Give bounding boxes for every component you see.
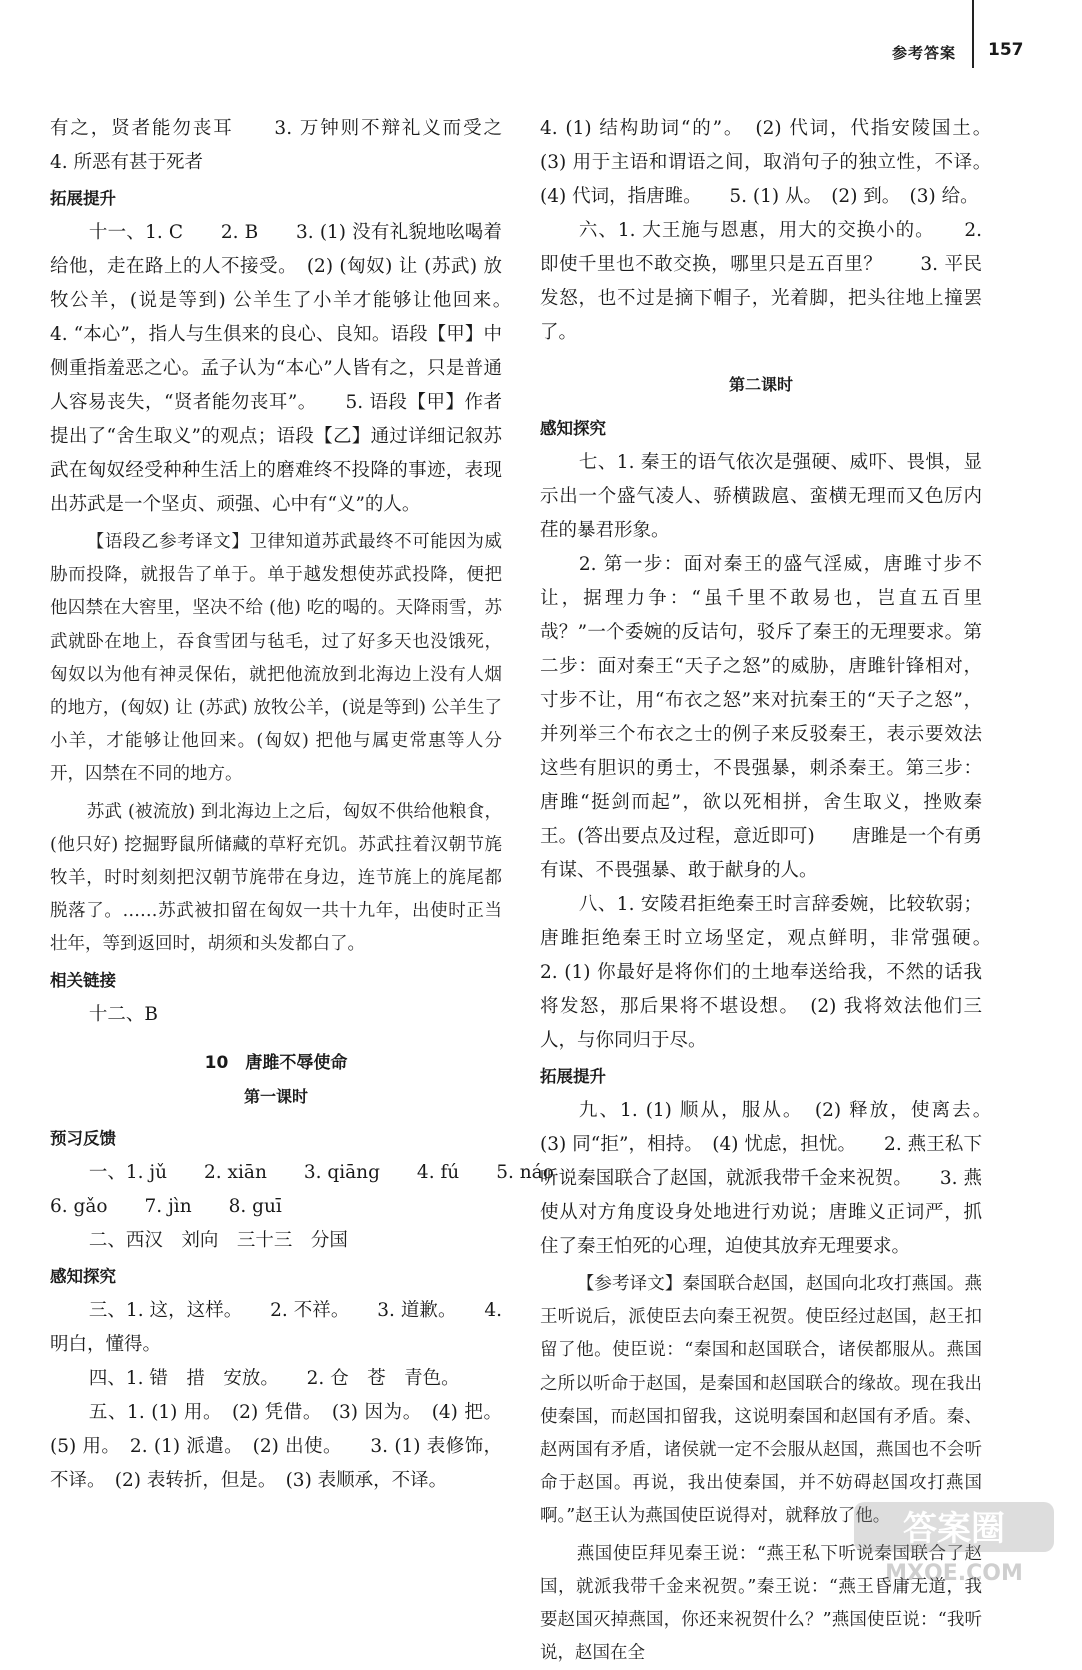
- answer-seven-1: 七、1. 秦王的语气依次是强硬、威吓、畏惧，显示出一个盛气凌人、骄横跋扈、蛮横无理而又色厉内荏的暴君形象。: [540, 452, 982, 541]
- section-heading-extension-2: 拓展提升: [540, 1067, 606, 1086]
- reference-translation-cont: 燕国使臣拜见秦王说：“燕王私下听说秦国联合了赵国，就派我带千金来祝贺。”秦王说：“燕王昏庸无道，我要赵国灭掉燕国，你还来祝贺什么？”燕国使臣说：“我听说，赵国在全: [540, 1543, 982, 1664]
- answer-nine: 九、1. (1) 顺从，服从。 (2) 释放，使离去。 (3) 同“拒”，相持。 (4) 忧虑，担忧。 2. 燕王私下听说秦国联合了赵国，就派我带千金来祝贺。 3. 燕使从对方角度设身处地进行劝说；唐雎义正词严，抓住了秦王怕死的心理，迫使其放弃无理要求。: [540, 1100, 1001, 1257]
- answer-continuation: 有之，贤者能勿丧耳 3. 万钟则不辩礼义而受之 4. 所恶有甚于死者: [50, 118, 540, 173]
- answer-six: 六、1. 大王施与恩惠，用大的交换小的。 2. 即使千里也不敢交换，哪里只是五百里？ 3. 平民发怒，也不过是摘下帽子，光着脚，把头往地上撞罢了。: [540, 220, 982, 343]
- svg-text:答案圈: 答案圈: [903, 1509, 1005, 1549]
- lesson-subtitle: 第一课时: [243, 1086, 308, 1106]
- section-heading-extension: 拓展提升: [50, 189, 116, 208]
- translation-passage-yi-cont: 苏武 (被流放) 到北海边上之后，匈奴不供给他粮食，(他只好) 挖掘野鼠所储藏的草籽充饥。苏武拄着汉朝节旄牧羊，时时刻刻把汉朝节旄带在身边，连节旄上的旄尾都脱落了。……苏武被扣留在匈奴一共十九年，出使时正当壮年，等到返回时，胡须和头发都白了。: [50, 801, 502, 955]
- page-number: 157: [988, 40, 1024, 60]
- section-heading-preview: 预习反馈: [50, 1128, 116, 1148]
- section-heading-perception: 感知探究: [50, 1266, 116, 1286]
- translation-passage-yi: 【语段乙参考译文】卫律知道苏武最终不可能因为威胁而投降，就报告了单于。单于越发想使苏武投降，便把他囚禁在大窖里，坚决不给 (他) 吃的喝的。天降雨雪，苏武就卧在地上，吞食雪团与毡毛，过了好多天也没饿死，匈奴以为他有神灵保佑，就把他流放到北海边上没有人烟的地方，(匈奴) 让 (苏武) 放牧公羊，(说是等到) 公羊生了小羊，才能够让他回来。(匈奴) 把他与属吏常惠等人分开，囚禁在不同的地方。: [50, 532, 502, 785]
- answer-twelve: 十二、B: [88, 1003, 158, 1025]
- lesson-subtitle-two: 第二课时: [728, 375, 793, 394]
- running-head-title: 参考答案: [892, 44, 957, 62]
- left-column: [50, 112, 554, 1498]
- answer-seven-2: 2. 第一步：面对秦王的盛气淫威，唐雎寸步不让，据理力争：“虽千里不敢易也，岂直五百里哉？”一个委婉的反诘句，驳斥了秦王的无理要求。第二步：面对秦王“天子之怒”的威胁，唐雎针锋相对，寸步不让，用“布衣之怒”来对抗秦王的“天子之怒”，并列举三个布衣之士的例子来反驳秦王，表示要效法这些有胆识的勇士，不畏强暴，刺杀秦王。第三步：唐雎“挺剑而起”，欲以死相拼，舍生取义，挫败秦王。(答出要点及过程，意近即可) 唐雎是一个有勇有谋、不畏强暴、敢于献身的人。: [540, 554, 982, 881]
- answer-four: 四、1. 错 措 安放。 2. 仓 苍 青色。: [88, 1367, 460, 1389]
- answer-five-cont: 4. (1) 结构助词“的”。 (2) 代词，代指安陵国土。 (3) 用于主语和谓语之间，取消句子的独立性，不译。 (4) 代词，指唐雎。 5. (1) 从。 (2) 到。 (3) 给。: [540, 118, 1001, 207]
- reference-translation: 【参考译文】秦国联合赵国，赵国向北攻打燕国。燕王听说后，派使臣去向秦王祝贺。使臣经过赵国，赵王扣留了他。使臣说：“秦国和赵国联合，诸侯都服从。燕国之所以听命于赵国，是秦国和赵国联合的缘故。现在我出使秦国，而赵国扣留我，这说明秦国和赵国有矛盾。秦、赵两国有矛盾，诸侯就一定不会服从赵国，燕国也不会听命于赵国。再说，我出使秦国，并不妨碍赵国攻打燕国啊。”赵王认为燕国使臣说得对，就释放了他。: [540, 1274, 982, 1527]
- answer-five: 五、1. (1) 用。 (2) 凭借。 (3) 因为。 (4) 把。(5) 用。 2. (1) 派遣。 (2) 出使。 3. (1) 表修饰，不译。 (2) 表转折，但是。 (3) 表顺承，不译。: [50, 1401, 502, 1491]
- section-heading-perception-2: 感知探究: [540, 419, 606, 438]
- section-heading-links: 相关链接: [50, 970, 116, 990]
- pinyin-answers-2: 6. gǎo 7. jìn 8. guī: [50, 1195, 282, 1217]
- answer-eleven: 十一、1. C 2. B 3. (1) 没有礼貌地吆喝着给他，走在路上的人不接受。 (2) (匈奴) 让 (苏武) 放牧公羊，(说是等到) 公羊生了小羊才能够让他回来。 4. “本心”，指人与生俱来的良心、良知。语段【甲】中侧重指羞恶之心。孟子认为“本心”人皆有之，只是普通人容易丧失，“贤者能勿丧耳”。 5. 语段【甲】作者提出了“舍生取义”的观点；语段【乙】通过详细记叙苏武在匈奴经受种种生活上的磨难终不投降的事迹，表现出苏武是一个坚贞、顽强、心中有“义”的人。: [50, 222, 540, 515]
- svg-text:MXQE.COM: MXQE.COM: [885, 1561, 1023, 1586]
- lesson-title: 10 唐雎不辱使命: [204, 1052, 348, 1073]
- right-column: [540, 112, 1020, 1670]
- pinyin-answers-1: 一、1. jǔ 2. xiān 3. qiāng 4. fú 5. náo: [88, 1161, 554, 1183]
- answer-three: 三、1. 这，这样。 2. 不祥。 3. 道歉。 4. 明白，懂得。: [50, 1299, 502, 1355]
- site-watermark-logo: [850, 1500, 1060, 1590]
- answer-two: 二、西汉 刘向 三十三 分国: [88, 1229, 348, 1251]
- answer-eight: 八、1. 安陵君拒绝秦王时言辞委婉，比较软弱；唐雎拒绝秦王时立场坚定，观点鲜明，非常强硬。 2. (1) 你最好是将你们的土地奉送给我，不然的话我将发怒，那后果将不堪设想。 (2) 我将效法他们三人，与你同归于尽。: [540, 894, 1020, 1051]
- header-divider: [972, 0, 974, 68]
